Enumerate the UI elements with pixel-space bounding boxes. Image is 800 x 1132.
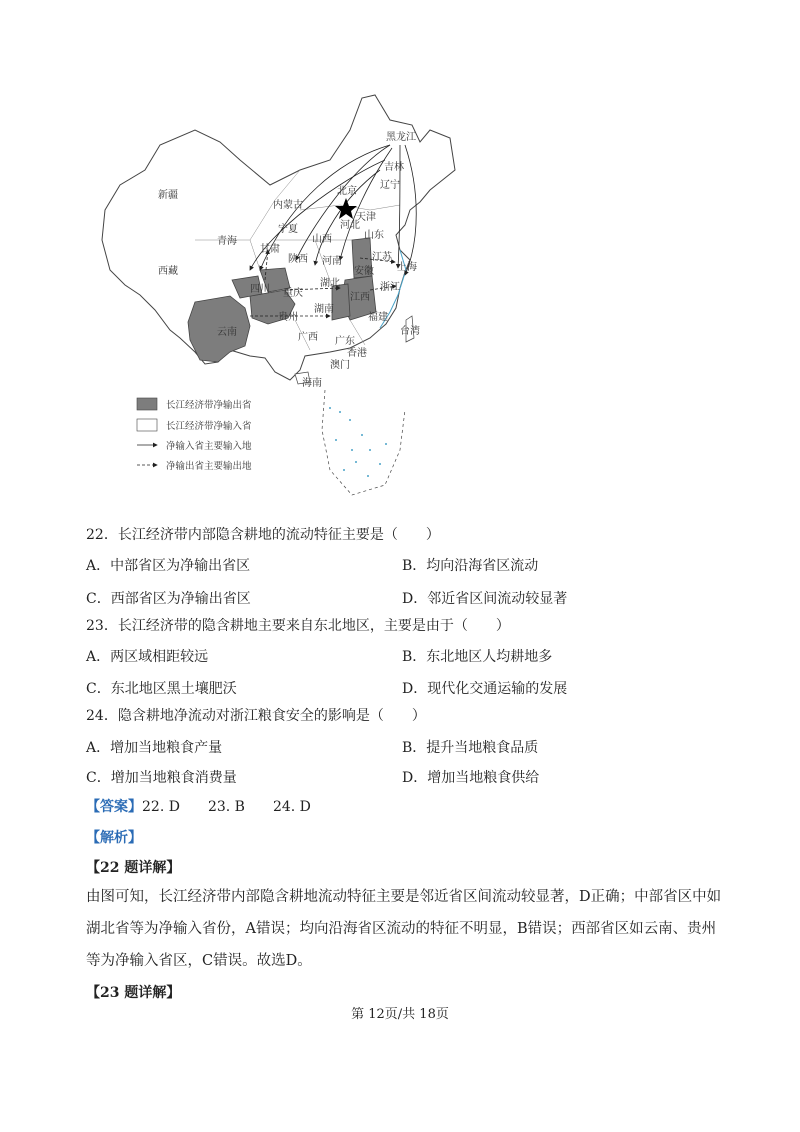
label-guangxi: 广西 xyxy=(298,332,318,343)
label-ningxia: 宁夏 xyxy=(278,224,298,235)
q23-option-d: D．现代化交通运输的发展 xyxy=(402,681,568,697)
figure-map xyxy=(100,90,500,510)
q24-option-a: A．增加当地粮食产量 xyxy=(86,740,223,756)
label-sichuan: 四川 xyxy=(250,284,270,295)
label-zhejiang: 浙江 xyxy=(380,282,400,293)
q22-option-c: C．西部省区为净输出省区 xyxy=(86,591,251,607)
label-hunan: 湖南 xyxy=(314,304,334,315)
map-legend xyxy=(137,398,252,472)
legend-swatch-export xyxy=(137,398,157,410)
label-taiwan: 台湾 xyxy=(400,326,420,337)
label-jiangsu: 江苏 xyxy=(372,252,392,263)
label-guangdong: 广东 xyxy=(335,336,355,347)
question-24-stem: 24．隐含耕地净流动对浙江粮食安全的影响是（ ） xyxy=(86,708,426,724)
question-23-stem: 23．长江经济带的隐含耕地主要来自东北地区，主要是由于（ ） xyxy=(86,618,510,634)
label-guizhou: 贵州 xyxy=(278,312,298,323)
label-hubei: 湖北 xyxy=(320,278,340,289)
nine-dash-line xyxy=(322,390,405,495)
analysis-label: 【解析】 xyxy=(86,830,142,846)
label-shanxi: 山西 xyxy=(312,234,332,245)
label-jilin: 吉林 xyxy=(384,162,404,173)
label-beijing: 北京 xyxy=(337,186,357,197)
q22-option-a: A．中部省区为净输出省区 xyxy=(86,558,251,574)
legend-swatch-import xyxy=(137,419,157,431)
q23-option-b: B．东北地区人均耕地多 xyxy=(402,649,553,665)
label-liaoning: 辽宁 xyxy=(380,180,400,191)
label-gansu: 甘肃 xyxy=(260,244,280,255)
label-fujian: 福建 xyxy=(368,312,388,323)
label-tianjin: 天津 xyxy=(356,212,376,223)
label-xinjiang: 新疆 xyxy=(158,190,178,201)
label-neimenggu: 内蒙古 xyxy=(273,200,303,211)
china-map xyxy=(100,90,500,510)
q22-option-b: B．均向沿海省区流动 xyxy=(402,558,539,574)
answer-line xyxy=(86,797,311,817)
region-hunan-part xyxy=(332,284,350,320)
q24-option-c: C．增加当地粮食消费量 xyxy=(86,770,237,786)
answer-values: 22. D 23. B 24. D xyxy=(142,799,311,815)
label-anhui: 安徽 xyxy=(354,266,374,277)
label-shanghai: 上海 xyxy=(397,262,417,273)
q23-option-c: C．东北地区黑土壤肥沃 xyxy=(86,681,237,697)
legend-import: 长江经济带净输入省 xyxy=(166,421,252,432)
label-heilongjiang: 黑龙江 xyxy=(386,132,416,143)
label-shandong: 山东 xyxy=(364,230,384,241)
question-22-stem: 22．长江经济带内部隐含耕地的流动特征主要是（ ） xyxy=(86,527,440,543)
label-chongqing: 重庆 xyxy=(283,288,303,299)
label-hebei: 河北 xyxy=(340,220,360,231)
label-jiangxi: 江西 xyxy=(350,292,370,303)
q23-option-a: A．两区域相距较远 xyxy=(86,649,209,665)
label-yunnan: 云南 xyxy=(217,327,237,338)
label-xianggang: 香港 xyxy=(347,348,367,359)
legend-export-dest: 净输出省主要输出地 xyxy=(166,461,252,472)
label-aomen: 澳门 xyxy=(330,360,350,371)
detail-22-text: 由图可知，长江经济带内部隐含耕地流动特征主要是邻近省区间流动较显著，D正确；中部省区中如湖北省等为净输入省份，A错误；均向沿海省区流动的特征不明显，B错误；西部省区如云南、贵州等为净输入省区，C错误。故选D。 xyxy=(86,889,722,969)
q24-option-b: B．提升当地粮食品质 xyxy=(402,740,539,756)
detail-22-title: 【22 题详解】 xyxy=(86,860,181,876)
south-sea-islands xyxy=(329,407,387,477)
label-qinghai: 青海 xyxy=(217,236,237,247)
answer-label: 【答案】 xyxy=(86,799,142,815)
label-hainan: 海南 xyxy=(302,378,322,389)
label-henan: 河南 xyxy=(322,256,342,267)
legend-export: 长江经济带净输出省 xyxy=(166,400,252,411)
q22-option-d: D．邻近省区间流动较显著 xyxy=(402,591,568,607)
label-shaanxi: 陕西 xyxy=(288,254,308,265)
q24-option-d: D．增加当地粮食供给 xyxy=(402,770,540,786)
legend-import-source: 净输入省主要输入地 xyxy=(166,441,252,452)
detail-23-title: 【23 题详解】 xyxy=(86,985,181,1001)
page-footer: 第 12页/共 18页 xyxy=(351,1007,449,1022)
label-xizang: 西藏 xyxy=(158,266,178,277)
